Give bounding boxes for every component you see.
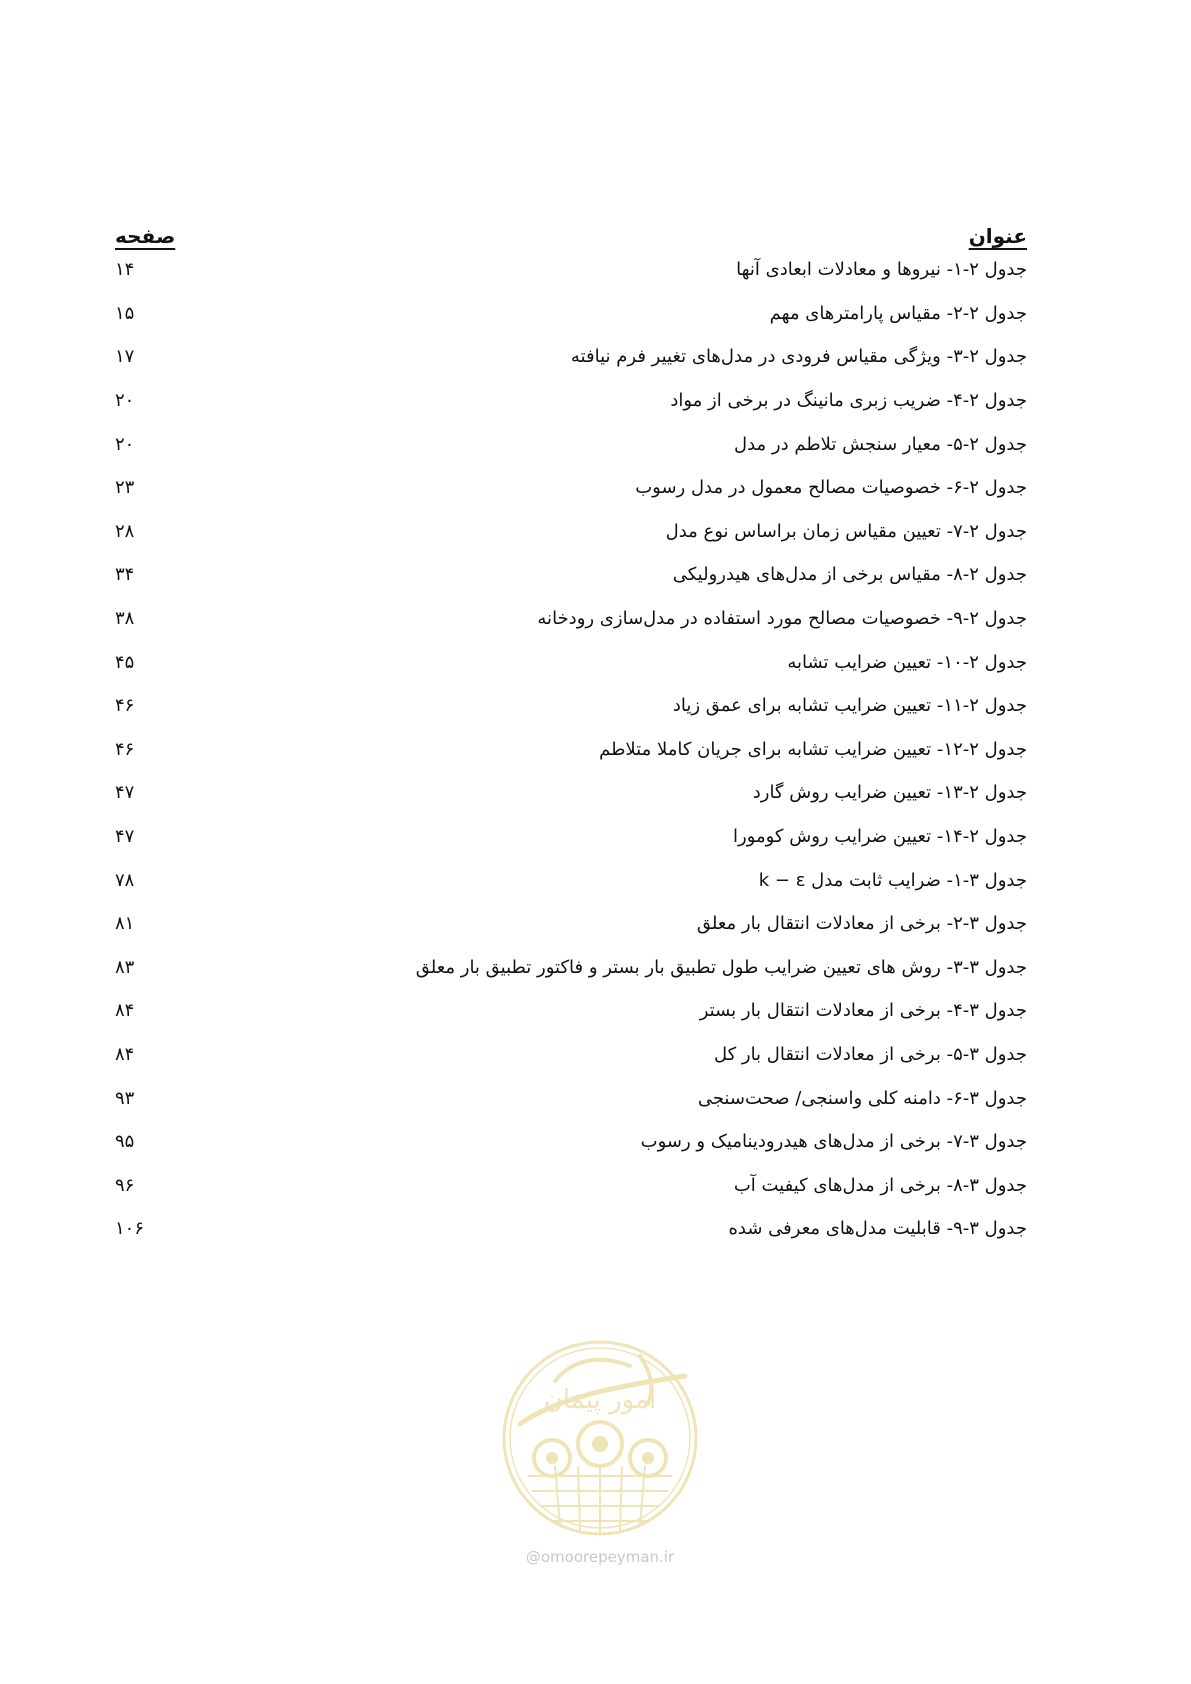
toc-entry — [115, 1033, 1027, 1077]
toc-entry-title: جدول ۲-۲- مقیاس پارامترهای مهم — [769, 302, 1027, 324]
toc-entry-title: جدول ۳-۶- دامنه کلی واسنجی/ صحت‌سنجی — [697, 1087, 1027, 1109]
toc-entry — [115, 684, 1027, 728]
title-column-header: عنوان — [968, 224, 1027, 248]
toc-entry-page-number: ۷۸ — [115, 869, 135, 891]
toc-entry — [115, 466, 1027, 510]
toc-entry — [115, 728, 1027, 772]
toc-entry — [115, 292, 1027, 336]
toc-entry-title: جدول ۲-۱۴- تعیین ضرایب روش کومورا — [733, 826, 1027, 848]
toc-entry — [115, 771, 1027, 815]
toc-entry-title: جدول ۳-۵- برخی از معادلات انتقال بار کل — [713, 1043, 1027, 1065]
toc-entry — [115, 597, 1027, 641]
toc-entry-title: جدول ۲-۹- خصوصیات مصالح مورد استفاده در مدل‌سازی رودخانه — [537, 608, 1027, 630]
toc-entry — [115, 858, 1027, 902]
toc-entry — [115, 1163, 1027, 1207]
toc-entry-page-number: ۱۰۶ — [115, 1218, 145, 1240]
toc-entry-title: جدول ۲-۱۲- تعیین ضرایب تشابه برای جریان کاملا متلاطم — [599, 738, 1027, 760]
seal-icon — [480, 1326, 720, 1546]
page-column-header: صفحه — [115, 224, 176, 248]
toc-entry-page-number: ۸۳ — [115, 956, 135, 978]
toc-header — [115, 218, 1027, 248]
toc-entry — [115, 335, 1027, 379]
watermark-logo-text: امور پیمان — [543, 1385, 657, 1415]
toc-entry — [115, 902, 1027, 946]
toc-entry-page-number: ۱۵ — [115, 302, 135, 324]
toc-entry-title: جدول ۲-۳- ویژگی مقیاس فرودی در مدل‌های تغییر فرم نیافته — [570, 346, 1027, 368]
toc-entry — [115, 1207, 1027, 1251]
toc-entry — [115, 422, 1027, 466]
toc-entry — [115, 1076, 1027, 1120]
toc-entry-page-number: ۸۴ — [115, 1000, 135, 1022]
toc-entry-title: جدول ۲-۴- ضریب زبری مانینگ در برخی از مواد — [670, 390, 1027, 412]
toc-entry — [115, 553, 1027, 597]
toc-entry — [115, 815, 1027, 859]
toc-entry-page-number: ۳۸ — [115, 608, 135, 630]
toc-entry-title: جدول ۳-۸- برخی از مدل‌های کیفیت آب — [733, 1174, 1027, 1196]
toc-entry-page-number: ۹۶ — [115, 1174, 135, 1196]
toc-entry-title: جدول ۲-۱۱- تعیین ضرایب تشابه برای عمق زیاد — [672, 695, 1027, 717]
toc-entry-page-number: ۴۵ — [115, 651, 135, 673]
toc-entry-page-number: ۸۱ — [115, 913, 135, 935]
toc-entry-title: جدول ۲-۱۳- تعیین ضرایب روش گارد — [752, 782, 1027, 804]
toc-entry-page-number: ۴۷ — [115, 782, 135, 804]
toc-entry-page-number: ۲۰ — [115, 433, 135, 455]
toc-entry-page-number: ۹۵ — [115, 1131, 135, 1153]
toc-entry-title: جدول ۲-۱۰- تعیین ضرایب تشابه — [787, 651, 1027, 673]
toc-entry-title: جدول ۳-۷- برخی از مدل‌های هیدرودینامیک و رسوب — [640, 1131, 1027, 1153]
toc-entry-title: جدول ۲-۶- خصوصیات مصالح معمول در مدل رسوب — [635, 477, 1027, 499]
toc-entry-title: جدول ۳-۴- برخی از معادلات انتقال بار بستر — [699, 1000, 1027, 1022]
toc-entry-page-number: ۴۶ — [115, 738, 135, 760]
toc-entry-page-number: ۱۷ — [115, 346, 135, 368]
toc-entry-page-number: ۸۴ — [115, 1043, 135, 1065]
watermark-url: @omoorepeyman.ir — [525, 1548, 675, 1566]
toc-entry — [115, 248, 1027, 292]
toc-entry-page-number: ۲۸ — [115, 520, 135, 542]
toc-list — [115, 248, 1027, 1251]
toc-entry-title: جدول ۳-۱- ضرایب ثابت مدل k − ε — [758, 869, 1027, 891]
toc-entry-title: جدول ۳-۲- برخی از معادلات انتقال بار معلق — [696, 913, 1027, 935]
toc-entry — [115, 640, 1027, 684]
toc-entry-title: جدول ۳-۳- روش های تعیین ضرایب طول تطبیق بار بستر و فاکتور تطبیق بار معلق — [415, 956, 1027, 978]
watermark-logo — [480, 1326, 720, 1576]
toc-entry-page-number: ۲۳ — [115, 477, 135, 499]
toc-entry-title: جدول ۲-۱- نیروها و معادلات ابعادی آنها — [736, 259, 1027, 281]
toc-entry-page-number: ۴۶ — [115, 695, 135, 717]
toc-entry-title: جدول ۲-۷- تعیین مقیاس زمان براساس نوع مدل — [665, 520, 1027, 542]
toc-entry — [115, 989, 1027, 1033]
toc-entry — [115, 379, 1027, 423]
toc-entry-title: جدول ۲-۵- معیار سنجش تلاطم در مدل — [734, 433, 1027, 455]
toc-entry — [115, 946, 1027, 990]
toc-entry-title: جدول ۲-۸- مقیاس برخی از مدل‌های هیدرولیکی — [672, 564, 1027, 586]
toc-entry — [115, 510, 1027, 554]
toc-entry-page-number: ۴۷ — [115, 826, 135, 848]
toc-entry-page-number: ۲۰ — [115, 390, 135, 412]
toc-entry-page-number: ۳۴ — [115, 564, 135, 586]
toc-entry-page-number: ۹۳ — [115, 1087, 135, 1109]
toc-entry — [115, 1120, 1027, 1164]
toc-entry-title: جدول ۳-۹- قابلیت مدل‌های معرفی شده — [728, 1218, 1027, 1240]
toc-entry-page-number: ۱۴ — [115, 259, 135, 281]
table-of-contents — [115, 218, 1027, 1251]
